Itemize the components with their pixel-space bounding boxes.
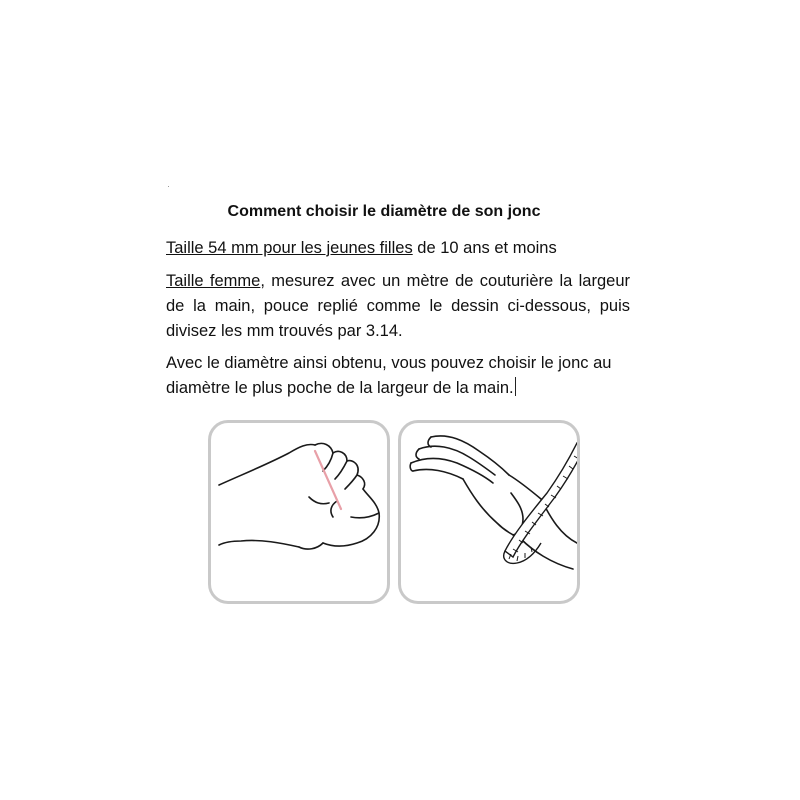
woman-size-underlined: Taille femme [166,272,261,290]
illustration-tape-measure [398,420,580,604]
paragraph-woman-size [166,269,630,344]
woman-size-rest: , mesurez avec un mètre de couturière la largeur de la main, pouce replié comme le dessin ci-dessous, puis divisez les mm trouvés par 3.14. [166,272,630,340]
diameter-text: Avec le diamètre ainsi obtenu, vous pouvez choisir le jonc au diamètre le plus poche de la largeur de la main. [166,354,612,397]
stray-dot [168,186,169,187]
illustration-hand-width [208,420,390,604]
document-title: Comment choisir le diamètre de son jonc [227,203,541,220]
hand-width-measure-icon [211,423,390,604]
paragraph-girls-size [166,236,630,261]
girls-size-underlined: Taille 54 mm pour les jeunes filles [166,239,413,257]
girls-size-rest: de 10 ans et moins [412,239,557,257]
text-cursor [515,377,516,396]
paragraph-diameter [166,351,630,401]
tape-measure-hand-icon [401,423,580,604]
